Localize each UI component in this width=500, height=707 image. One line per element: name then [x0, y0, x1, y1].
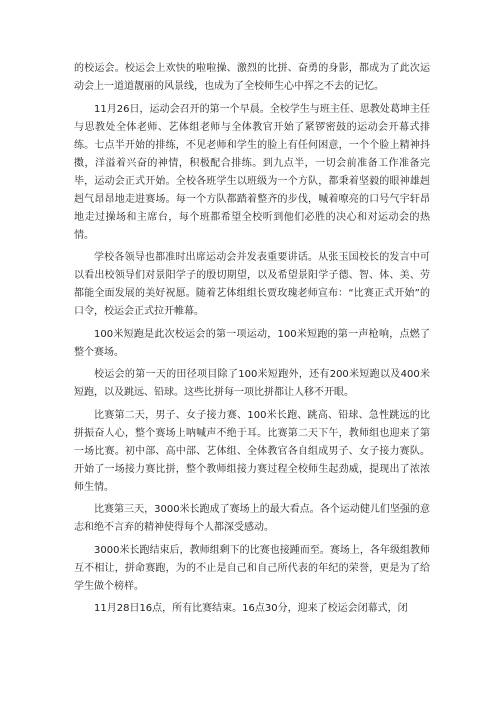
paragraph-4: 100米短跑是此次校运会的第一项运动，100米短跑的第一声枪响，点燃了整个赛场。 — [74, 328, 430, 358]
paragraph-3: 学校各领导也都准时出席运动会并发表重要讲话。从张玉国校长的发言中可以看出校领导们对景阳学子的殷切期望，以及希望景阳学子德、智、体、美、劳都能全面发展的美好祝愿。随着艺体组组长贾玫瑰老师宣布：“比赛正式开始”的口令，校运会正式拉开帷幕。 — [74, 252, 430, 317]
paragraph-1: 的校运会。校运会上欢快的啦啦操、激烈的比拼、奋勇的身影，都成为了此次运动会上一道道靓丽的风景线，也成为了全校师生心中挥之不去的记忆。 — [74, 63, 430, 92]
document-page — [74, 60, 430, 623]
paragraph-9: 11月28日16点，所有比赛结束。16点30分，迎来了校运会闭幕式，闭 — [94, 603, 408, 614]
paragraph-8: 3000米长跑结束后，教师组剩下的比赛也接踵而至。赛场上，各年级组教师互不相让，拼命赛跑，为的不止是自己和自己所代表的年纪的荣誉，更是为了给学生做个榜样。 — [74, 544, 430, 592]
paragraph-6: 比赛第二天，男子、女子接力赛、100米长跑、跳高、铅球、急性跳远的比拼振奋人心，整个赛场上呐喊声不绝于耳。比赛第二天下午，教师组也迎来了第一场比赛。初中部、高中部、艺体组、全体教官各自组成男子、女子接力赛队。开始了一场接力赛比拼，整个教师组接力赛过程全校师生起劲威，提现出了浓浓师生情。 — [74, 409, 430, 493]
paragraph-5: 校运会的第一天的田径项目除了100米短跑外，还有200米短跑以及400米短跑，以及跳远、铅球。这些比拼每一项比拼都让人移不开眼。 — [74, 369, 430, 398]
paragraph-7: 比赛第三天，3000米长跑成了赛场上的最大看点。各个运动健儿们坚强的意志和绝不言弃的精神使得每个人都深受感动。 — [74, 504, 430, 533]
paragraph-2: 11月26日，运动会召开的第一个早晨。全校学生与班主任、思教处葛坤主任与思教处全体老师、艺体组老师与全体教官开始了紧锣密鼓的运动会开幕式排练。七点半开始的排练，不见老师和学生的脸上有任何困意，一个个脸上精神抖擞，洋溢着兴奋的神情，积极配合排练。到九点半，一切会前准备工作准备完毕，运动会正式开始。全校各班学生以班级为一个方队，都秉着坚毅的眼神雄赳赳气昂昂地走进赛场。每一个方队都踏着整齐的步伐，喊着嘹亮的口号气宇轩昂地走过操场和主席台，每个班都希望全校听到他们必胜的决心和对运动会的热情。 — [74, 103, 430, 241]
